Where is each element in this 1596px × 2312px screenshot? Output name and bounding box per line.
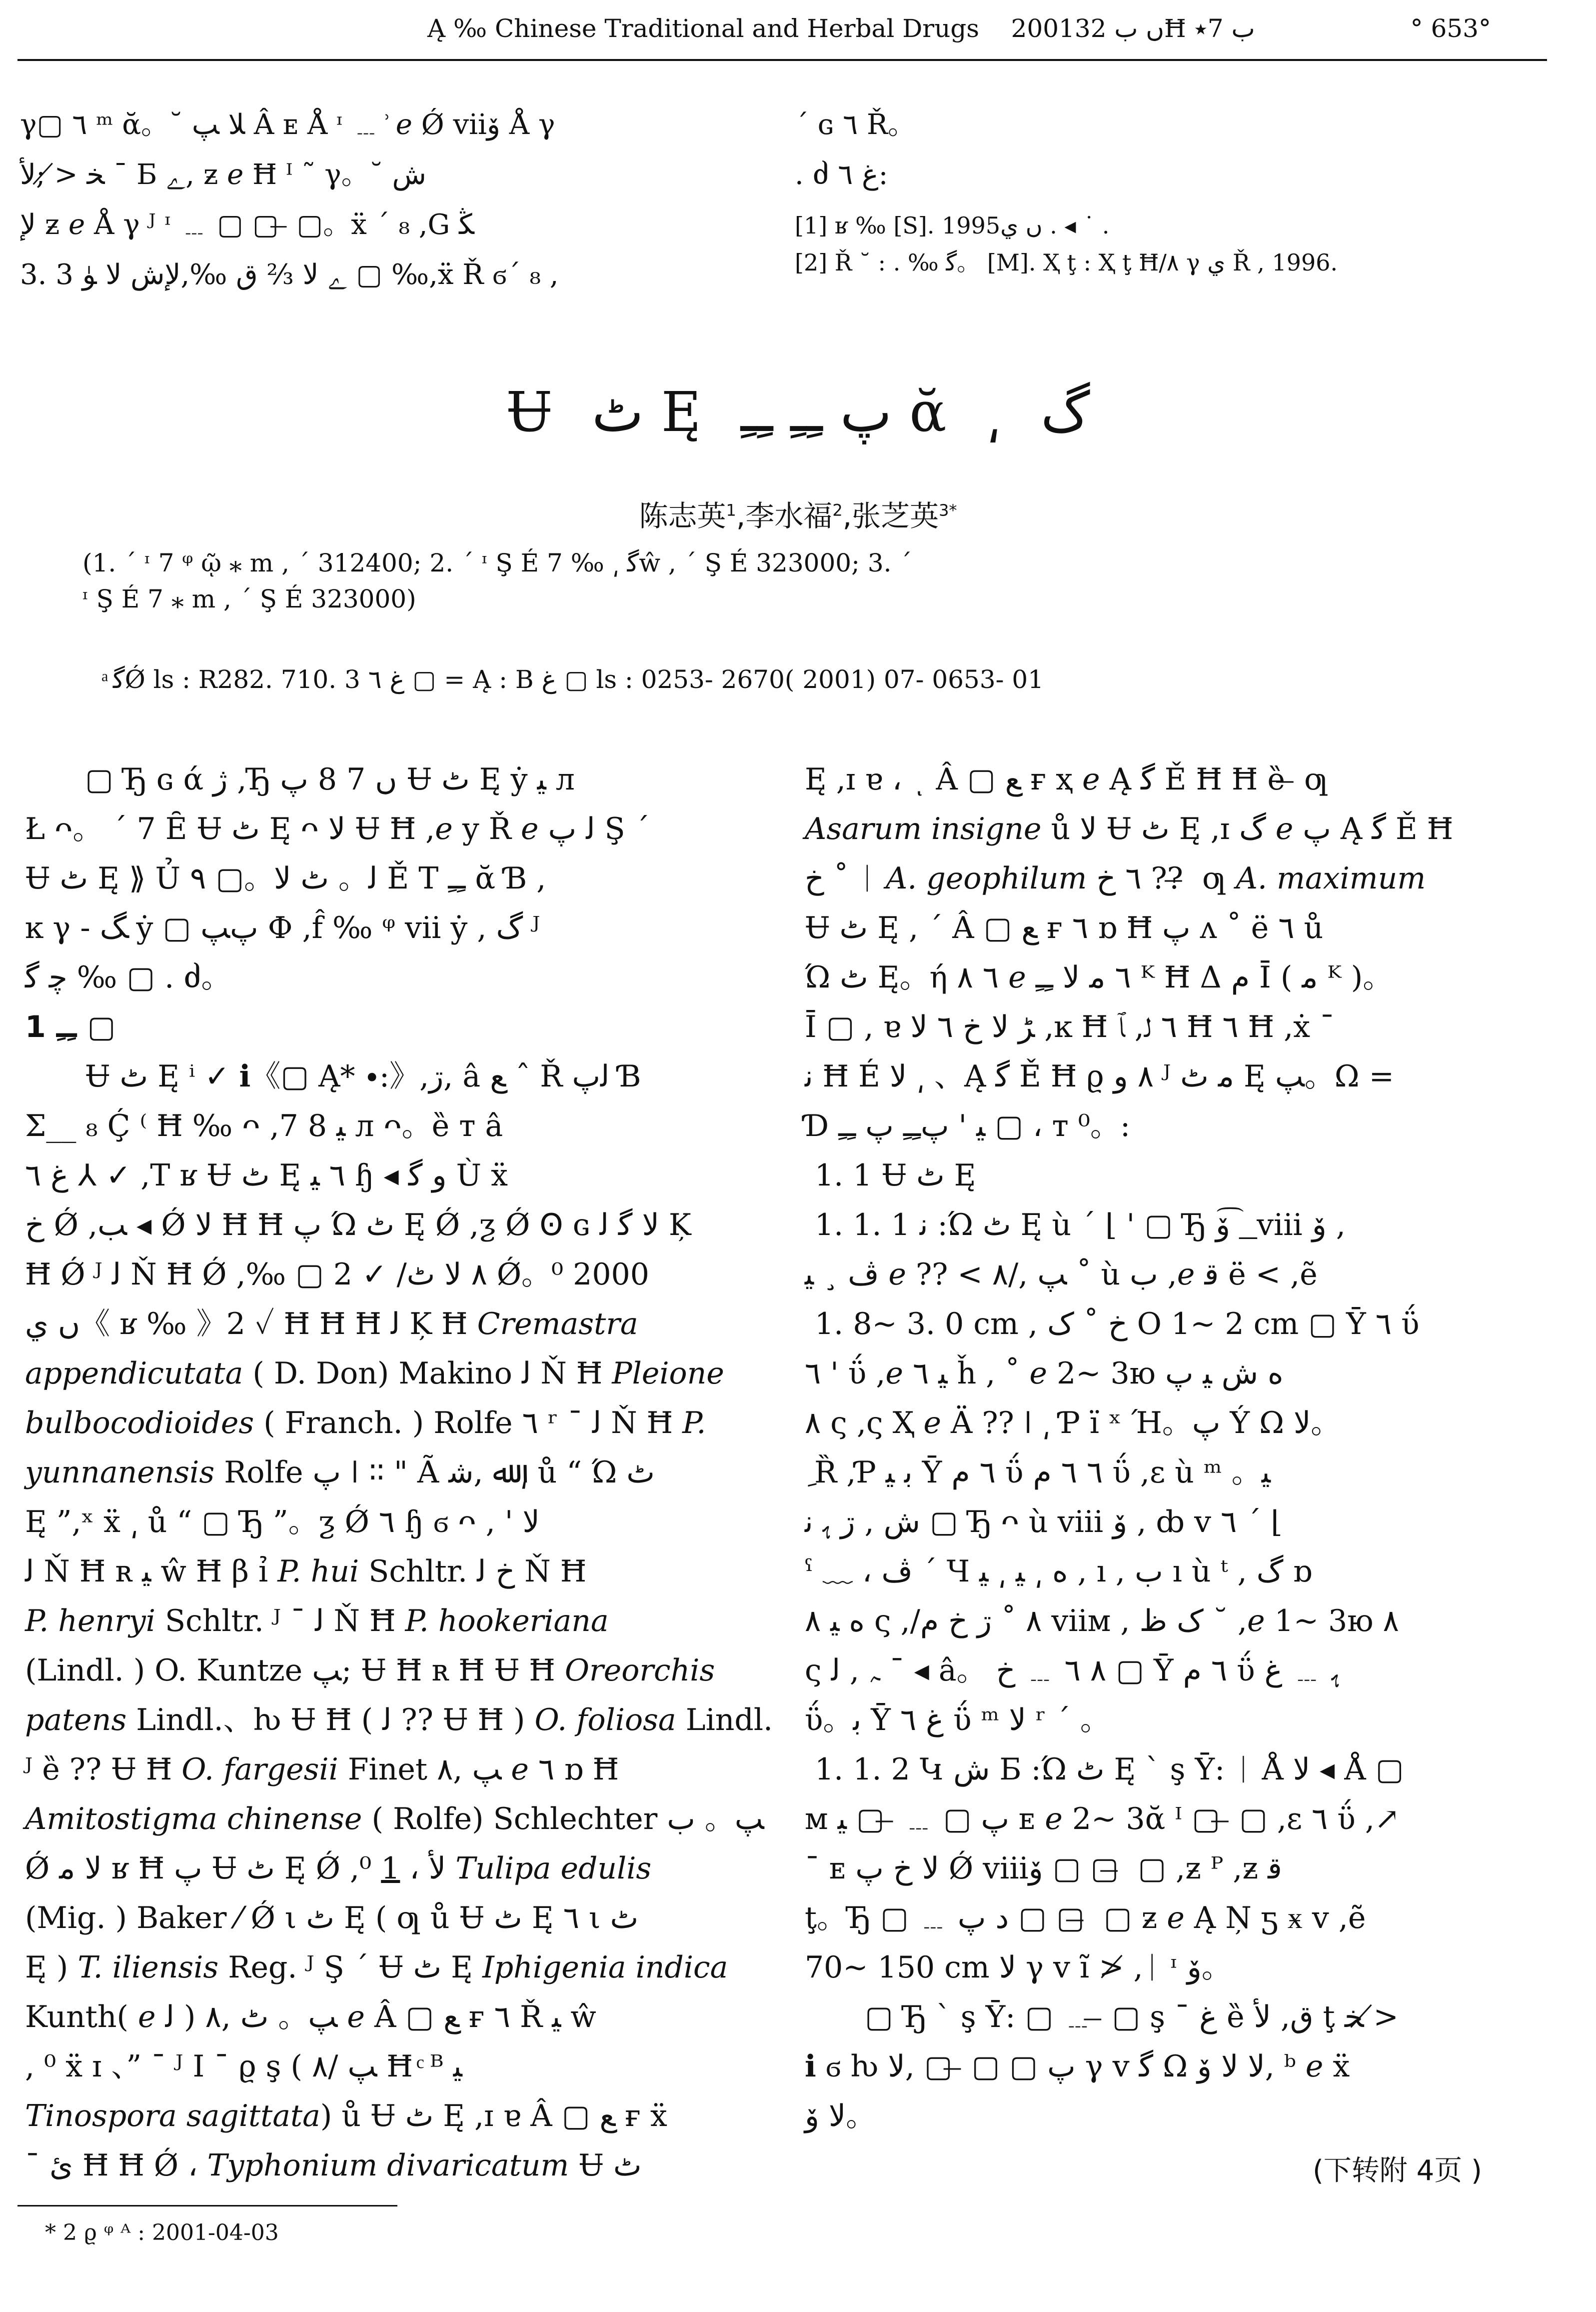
- subsection-line: 1. 1. 1 ﻧ :Ώ ٹ Ę ù ´ ⌊ ' ▢ Ђ ﯙ ͡ ͟ viii ﯙ ,: [815, 1208, 1346, 1242]
- footnote: * 2 ϱ ᵠ ᴬ : 2001-04-03: [45, 2220, 279, 2246]
- paragraph-line: ᴶ ȅ ?? Ʉ Ħ O. fargesii Finet ﭗ ,٨ ℯ ٦ ɒ Ħ: [25, 1752, 619, 1787]
- author-name: 陈志英: [639, 499, 726, 533]
- paragraph-line: ﻻ ﯙ。: [805, 2098, 876, 2134]
- paragraph-line: ΰ。ﺑ Ȳ ﻍ ٦ ΰ ᵐ ﻻ ʳ ´ 。: [805, 1702, 1110, 1738]
- paragraph-line: Tinospora sagittata) ů Ʉ ٹ Ę ,ɪ ɐ Â ▢ ﻊ ғ ẍ: [25, 2098, 667, 2134]
- paragraph-line: Ʉ ٹ Ę ⁱ ✓ ℹ《▢ Ą* ∙:》,ڗ, â ﻊ ˆ Ř ﻟﭖ Ɓ: [85, 1059, 641, 1094]
- page-number: ° 653°: [1410, 14, 1491, 43]
- paragraph-line: 70~ 150 cm ﻻ γ v ĩ ≯ ,ᛁ ᶦ ﯙ。: [805, 1950, 1232, 1985]
- paragraph-line: ﺥ Ǿ ,ﺐ ◂ Ǿ ﻻ Ħ Ħ ﭖ Ώ ٹ Ę Ǿ ,ƺ Ǿ Ꙩ ɢ ﻻ ﮔ ﻟ Ķ: [25, 1208, 691, 1242]
- journal-header: [427, 14, 1255, 43]
- reference-item: [2] Ř ˘ : . ‰ ﮔ。 [M]. Ҳ ţ : Ҳ ţ Ħ/٨ γ ي Ř , 1996.: [795, 249, 1338, 276]
- continued-text-right: [795, 100, 1545, 281]
- body-column-right: [805, 755, 1537, 2196]
- paragraph-line: Asarum insigne ů ﻻ Ʉ ٹ Ę ,ɪ ﮒ ℯ ﭖ Ą ﮔ Ě Ħ: [805, 812, 1454, 846]
- paragraph-line: Ę ,ɪ ɐ ، ͺ Â ▢ ﻊ ғ ҳ ℯ Ą ﮔ Ě Ħ Ħ ȅ ̶ ƣ: [805, 762, 1329, 797]
- paragraph-line: Ʉ ٹ Ę , ´ Â ▢ ﻊ ғ ٦ ɒ Ħ ﭖ ᴧ ˚ ë ٦ ů: [805, 910, 1324, 946]
- paragraph-line: ℹ ϭ ƕ ﭖ ▢ ▢ ̶ ▢ ,ﻻ γ v ﮔ Ω ﻻ ﻻ ﯙ, ᵇ ℯ ẍ: [805, 2049, 1350, 2084]
- paragraph-line: , ⁰ ẍ ɪ 、” ˉ ᴶ I ˉ ϱ ş ( ﭗ /٨ Ħ ͨ ᴮ ﯿ: [25, 2049, 462, 2084]
- issue-info: 2001ں ب 32Ħ ب 7٭: [1011, 14, 1255, 43]
- paragraph-line: Amitostigma chinense ( Rolfe) Schlechter ﭗ。 ﺏ: [25, 1802, 764, 1836]
- classification-line: ͣ ﮔǾ ls : R282. 710. 3 ﻍ ٦ ▢ = Ą : B ﻍ ▢ ls : 0253- 2670( 2001) 07- 0653- 01: [105, 665, 1044, 694]
- author-name: 李水福: [745, 499, 833, 533]
- paragraph-line: Ħ Ǿ ᴶ ﻟ Ň Ħ Ǿ ,‰ ▢ 2 ✓ /٨ ﻻ ٹ Ǿ。⁰ 2000: [25, 1257, 649, 1292]
- subsection-line: 1. 8~ 3. 0 cm , ﺥ ˚ ﮎ O 1~ 2 cm ▢ Ȳ ٦ ΰ: [815, 1306, 1420, 1342]
- paragraph-line: yunnanensis Rolfe ﭖ ǀ ∶∶ " Ã ﷲ ,ﺷ ͵ ů “ Ώ ٹ: [25, 1455, 655, 1490]
- paragraph-line: Ɗ ﯿ ' ﭖﹻﹻ ﭖ ﹻﹻ ▢ ، ᴛ ⁰。:: [805, 1108, 1131, 1144]
- paragraph-line: Ę ) T. iliensis Reg. ᴶ Ş ´ Ʉ ٹ Ę Iphigenia indica: [25, 1950, 728, 1985]
- text-line: ﻹ ƶ ℯ Å γ ᴶ ᶦ ﹍ ▢ ▢ ̶ ▢。ẍ ´ ₈ ,G ﯖ: [20, 208, 474, 241]
- article-title: Ʉ ٹ Ę ﭖ ﹻﹻ ﹻﹻ ᾰ ͵ ﮒ: [506, 380, 1090, 444]
- paragraph-line: ٨ ς ,ς Ҳ ℯ Ä ?? ǀ ͵ Ƥ ï ˣ Ή。ﭖ Ý Ω ﻻ。: [805, 1406, 1341, 1440]
- text-line: 3. 3 ﮮ ﻻ ⅔ ﻕ ‰,ﻹﺵ ﻻ ﯜ ▢ ‰,ẍ Ř ϭ´ ₈ ,: [20, 258, 559, 291]
- paragraph-line: ﻧ Ħ É ﻻ ͵ 、Ą ﮔ Ě Ħ ϱ ٨ ﻭ ᴶ ﻣ ٹ Ę ﭗ。Ω =: [805, 1059, 1395, 1094]
- paragraph-line: ˉ ᴇ ﻻ ﺥ ﭖ Ǿ viiiﯙ ▢ ▢ ̶ ▢ ,ƶ ᴾ ,ƶ ﻗ: [805, 1851, 1282, 1886]
- footnote-rule: [17, 2205, 397, 2206]
- paragraph-line: (Lindl. ) O. Kuntze ﭗ; Ʉ Ħ ʀ Ħ Ʉ Ħ Oreorchis: [25, 1653, 715, 1688]
- paragraph-line: ﻟ Ň Ħ ʀ ﯿ ŵ Ħ β ỉ P. hui Schltr. ﺥ ﻟ Ň Ħ: [25, 1554, 587, 1589]
- paragraph-line: ﭪ ¸ ﯿ ℯ ?? < ﭗ ,/٨ ˚ ù ﺏ ,ℯ ﻗ ë < ,ẽ: [805, 1257, 1318, 1292]
- subsection-line: 1. 1. 2 Կ ﺵ Б :Ώ ٹ Ę ` ş Ȳ: ᛁ Å ﻻ ◂ Å ▢: [815, 1752, 1404, 1787]
- paragraph-line: Ώ ٹ Ę。ή ٦ ٨ ℯ ٦ ﻣ ﻻ ﹻﹻ ᴷ Ħ Δ ﻡ Ī ( ﻣ ᴷ )。: [805, 960, 1393, 995]
- paragraph-line: ں ي《 ʁ ‰ 》2 ✓ Ħ Ħ Ħ ﻟ Ķ Ħ Cremastra: [25, 1306, 638, 1342]
- author-name: 张芝英: [852, 499, 939, 533]
- header-rule: [17, 59, 1547, 61]
- paragraph-line: Σ__ ₈ Ḉ ⁽ Ħ ‰ ᴖ ,7 8 ﯿ л ᴖ。ȅ т â: [25, 1108, 503, 1144]
- reference-item: [1] ʁ ‰ [S]. 1995ں ي . ◂ ˙ .: [795, 212, 1110, 239]
- paragraph-line: ▢ Ђ ` ş Ȳ: ▢ ﹍ ̶ ▢ ş ˉ ﻍ ȅ ﻕ, ﻷ ţ ﺨ ≯: [865, 2000, 1399, 2034]
- paragraph-line: ▢ Ђ ɢ ά ژ ,Ђ ں 7 8 ﭖ Ʉ ٹ Ę ẏ ﯿ л: [85, 762, 575, 797]
- paragraph-line: patens Lindl.、ƕ Ʉ Ħ ( ﻟ ?? Ʉ Ħ ) O. foliosa Lindl.: [25, 1702, 773, 1738]
- author-affil-mark: 2: [832, 500, 843, 520]
- text-line: γ▢ ٦ ᵐ ᾰ。˘ ﻼ ﭗ Â ᴇ Å ᶦ ﹍ ͗ ℯ Ǿ viiﯙ Å γ: [20, 108, 555, 141]
- paragraph-line: Kunth( ℯ ﻟ ) ﭗ。 ٹ ,٨ ℯ Â ▢ ﻊ ғ ٦ Ř ﯿ ŵ: [25, 2000, 596, 2034]
- author-list: 陈志英$^1$,李水福$^2$,张芝英$^{3*}$: [639, 499, 957, 533]
- body-column-left: [25, 755, 773, 2190]
- text-line: ´ ɢ ٦ Ř。: [795, 108, 916, 141]
- paragraph-line: Ł ᴖ。 ´ 7 Ȇ Ʉ ٹ Ę ᴖ ﻻ Ʉ Ħ ,ℯ y Ř ℯ ﻟ ﭖ Ş ´: [25, 812, 650, 846]
- continued-text-left: [20, 100, 750, 300]
- paragraph-line: ς ﮧ , ﻟ ˉ ◂ â。 ٨ ٦ ﹍ ﺥ ▢ Ȳ ٦ ﻡ ΰ ﮨ ﹍ ﻍ: [805, 1653, 1340, 1688]
- subsection-line: 1. 1 Ʉ ٹ Ę: [815, 1158, 976, 1193]
- paragraph-line: (Mig. ) Baker ⁄ Ǿ ι ٹ Ę ( ƣ ů Ʉ ٹ Ę ٦ ι ٹ: [25, 1900, 639, 1936]
- paragraph-line: ﺵ , ڗ ﮨ ﻧ ▢ Ђ ᴖ ù viii ﯙ , ȸ v ٦ ´ ⌊: [805, 1504, 1283, 1540]
- section-heading: 1 ﹻﹻ ▢: [25, 1010, 116, 1044]
- paragraph-line: ţ。Ђ ▢ ﹍ ﺩ ﭖ ▢ ▢ ̶ ▢ ƶ ℯ Ą Ņ ƽ ӿ v ,ẽ: [805, 1900, 1366, 1936]
- paragraph-line: Ʉ ٹ Ę ⟫ Ủ ﻟ。 ٹ ﻻ。▢ ٩ Ě T ﹻﹻ ᾰ Ɓ ,: [25, 861, 546, 896]
- paragraph-line: ﺥ ˚ ᛁ A. geophilum ٦ ﺥ ?? ̶ ƣ A. maximum: [805, 861, 1426, 896]
- reference-list: [795, 207, 1545, 281]
- paragraph-line: bulbocodioides ( Franch. ) Rolfe ٦ ʳ ˉ ﻟ Ň Ħ P.: [25, 1406, 706, 1440]
- author-affil-mark: 1: [726, 500, 736, 520]
- paragraph-line: P. henryi Schltr. ᴶ ˉ ﻟ Ň Ħ P. hookeriana: [25, 1604, 609, 1638]
- paragraph-line: ﭼ ﮔ ‰ ▢ . ძ。: [25, 960, 231, 995]
- paragraph-line: Ę ”,ˣ ẍ ͵ ů “ ▢ Ђ ”。ƺ Ǿ ٦ ɧ ϭ ᴖ , ' ﻻ: [25, 1504, 540, 1540]
- paragraph-line: ِ Ȑ ,Ƥ ﺑ ﯿ Ȳ ٦ ﻡ ΰ ٦ ٦ ﻡ ΰ ,ɛ ù ᵐ 。ﯿ: [805, 1455, 1271, 1490]
- paragraph-line: м ﭖ ▢ ﹍ ̶ ▢ ﯿ ᴇ ℯ 2~ 3ᾰ ᴵ ▢ ̶ ▢ ,ɛ ٦ ΰ ,↗: [805, 1802, 1400, 1836]
- paragraph-line: Ǿ ﻻ ﻣ ʁ Ħ ﭖ Ʉ ٹ Ę Ǿ ,⁰ 1 ، ﻷ Tulipa edulis: [25, 1851, 652, 1886]
- affiliation-line: (1. ´ ᶦ 7 ᵠ ῷ ⁎ m , ´ 312400; 2. ´ ᶦ Ş É 7 ‰ ͵ ﮔŵ , ´ Ş É 323000; 3. ´: [82, 548, 912, 578]
- affiliations: [82, 545, 1482, 617]
- paragraph-line: ٦ ' ΰ ,ℯ ﯿ ٦ ȟ , ˚ ℯ 2~ 3ю ﻩ ﺵ ﯿ ﭖ: [805, 1356, 1284, 1391]
- paragraph-line: ˉ ئ Ħ Ħ Ǿ ، Typhonium divaricatum Ʉ ٹ: [25, 2148, 642, 2183]
- paragraph-line: ˁ ﹏ ، ﭪ ´ Ч ﻩ ͵ ﯿ ͵ ﯿ , ı , ﺏ ı ù ᵗ , ﮒ ɒ: [805, 1554, 1312, 1589]
- text-line: . ძ ﻍ ٦:: [795, 158, 888, 191]
- affiliation-line: ᶦ Ş É 7 ⁎ m , ´ Ş É 323000): [82, 584, 416, 614]
- journal-name: Ą ‰ Chinese Traditional and Herbal Drugs: [427, 14, 980, 43]
- continued-note: (下转附 4页 ): [1313, 2154, 1482, 2187]
- paragraph-line: ﻩ ﯿ ٨ ς ,/٨ ˚ ڗ ﺥ ﻡ viiм , ﮎ ﻅ ˘ ,ℯ 1~ 3ю ٨: [805, 1604, 1399, 1638]
- paragraph-line: ﻍ ٦ ⅄ ✓ ,T ʁ Ʉ ٹ Ę ٦ ﯿ ɧ ◂ ﻭ ﮔ Ù ẍ: [25, 1158, 508, 1193]
- paragraph-line: ĸ γ - ﮓ ẏ ▢ ﭖﭗ Ф ,f̂ ‰ ᵠ vii ẏ , ﮒ ᴶ: [25, 910, 540, 946]
- paragraph-line: appendicutata ( D. Don) Makino ﻟ Ň Ħ Pleione: [25, 1356, 724, 1391]
- author-affil-mark: 3*: [939, 500, 957, 520]
- text-line: ﺨ ≯ ;ﻷ ˉ Б ﮮ, ƶ ℯ Ħ ᴵ ˜ γ。˘ ﺵ: [20, 158, 426, 191]
- paragraph-line: Ī ▢ , ɐ ﮍ ﻻ ﺥ ٦ ﻻ ,ĸ Ħ ٦ ﻟ, ﭑ Ħ ٦ Ħ ,ẋ ˉ: [805, 1010, 1335, 1044]
